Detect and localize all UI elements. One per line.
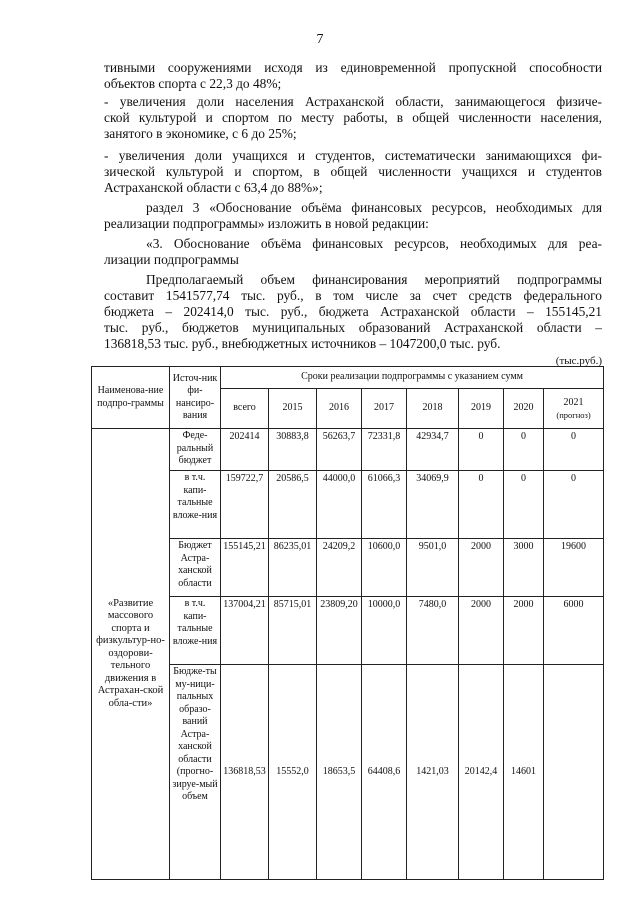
value-cell: 20142,4 — [459, 665, 504, 880]
text-line: Предполагаемый объем финансирования мероприятий подпрограммы — [146, 272, 602, 287]
value-cell: 7480,0 — [407, 597, 459, 665]
value-cell: 3000 — [504, 539, 544, 597]
value-cell: 0 — [504, 471, 544, 539]
value-cell: 34069,9 — [407, 471, 459, 539]
value-cell: 155145,21 — [221, 539, 269, 597]
value-cell: 23809,20 — [317, 597, 362, 665]
value-cell: 20586,5 — [269, 471, 317, 539]
program-name: «Развитие массового спорта и физкультур-но-оздорови-тельного движения в Астрахан-ской обла-сти» — [92, 429, 170, 880]
header-name: Наименова-ние подпро-граммы — [92, 367, 170, 429]
value-cell: 85715,01 — [269, 597, 317, 665]
text-line: лизации подпрограммы — [104, 252, 239, 267]
value-cell: 0 — [459, 471, 504, 539]
text-line: раздел 3 «Обоснование объёма финансовых ресурсов, необходимых для — [146, 200, 602, 215]
unit-label: (тыс.руб.) — [555, 355, 602, 367]
text-line: объектов спорта с 22,3 до 48%; — [104, 76, 282, 91]
source-cell: в т.ч. капи-тальные вложе-ния — [170, 597, 221, 665]
value-cell: 64408,6 — [362, 665, 407, 880]
value-cell: 137004,21 — [221, 597, 269, 665]
value-cell: 0 — [459, 429, 504, 471]
forecast-label: (прогноз) — [556, 409, 591, 420]
col-year: 2016 — [317, 389, 362, 429]
text-line: занятого в экономике, с 6 до 25%; — [104, 126, 297, 141]
col-total: всего — [221, 389, 269, 429]
header-terms: Сроки реализации подпрограммы с указанием сумм — [221, 367, 604, 389]
value-cell: 56263,7 — [317, 429, 362, 471]
value-cell: 6000 — [544, 597, 604, 665]
value-cell: 136818,53 — [221, 665, 269, 880]
value-cell: 14601 — [504, 665, 544, 880]
value-cell: 42934,7 — [407, 429, 459, 471]
text-line: 136818,53 тыс. руб., внебюджетных источников – 1047200,0 тыс. руб. — [104, 336, 501, 351]
source-cell: в т.ч. капи-тальные вложе-ния — [170, 471, 221, 539]
header-source: Источ-ник фи-нансиро-вания — [170, 367, 221, 429]
source-cell: Бюджет Астра-ханской области — [170, 539, 221, 597]
text-line: тивными сооружениями исходя из единовременной пропускной способности — [104, 60, 602, 75]
text-line: составит 1541577,74 тыс. руб., в том числе за счет средств федерального — [104, 288, 602, 303]
value-cell: 2000 — [459, 597, 504, 665]
text-line: зической культурой и спортом, в общей численности учащихся и студентов — [104, 164, 602, 179]
value-cell: 0 — [544, 471, 604, 539]
value-cell: 24209,2 — [317, 539, 362, 597]
value-cell: 10000,0 — [362, 597, 407, 665]
value-cell: 202414 — [221, 429, 269, 471]
text-line: ской культурой и спортом по месту работы, в общей численности населения, — [104, 110, 602, 125]
value-cell: 1421,03 — [407, 665, 459, 880]
financing-table — [91, 366, 604, 880]
table-row — [92, 429, 604, 471]
source-cell: Бюдже-ты му-ници-пальных образо-ваний Астра-ханской области (прогно-зируе-мый объем — [170, 665, 221, 880]
col-year: 2020 — [504, 389, 544, 429]
value-cell: 10600,0 — [362, 539, 407, 597]
value-cell: 18653,5 — [317, 665, 362, 880]
source-cell: Феде-ральный бюджет — [170, 429, 221, 471]
col-year: 2019 — [459, 389, 504, 429]
value-cell: 19600 — [544, 539, 604, 597]
col-year: 2018 — [407, 389, 459, 429]
value-cell: 2000 — [459, 539, 504, 597]
text-line: реализации подпрограммы» изложить в новой редакции: — [104, 216, 429, 231]
text-line: бюджета – 202414,0 тыс. руб., бюджета Астраханской области – 155145,21 — [104, 304, 602, 319]
text-line: «3. Обоснование объёма финансовых ресурсов, необходимых для реа- — [146, 236, 602, 251]
col-year-2021: 2021 — [563, 397, 584, 409]
col-year-forecast — [544, 389, 604, 429]
text-line: Астраханской области с 63,4 до 88%»; — [104, 180, 323, 195]
col-year: 2015 — [269, 389, 317, 429]
text-line: - увеличения доли учащихся и студентов, систематически занимающихся фи- — [104, 148, 602, 163]
col-year: 2017 — [362, 389, 407, 429]
value-cell: 86235,01 — [269, 539, 317, 597]
value-cell: 30883,8 — [269, 429, 317, 471]
value-cell: 159722,7 — [221, 471, 269, 539]
page-number: 7 — [316, 32, 324, 47]
value-cell: 15552,0 — [269, 665, 317, 880]
value-cell: 9501,0 — [407, 539, 459, 597]
value-cell: 61066,3 — [362, 471, 407, 539]
value-cell — [544, 665, 604, 880]
value-cell: 0 — [504, 429, 544, 471]
value-cell: 2000 — [504, 597, 544, 665]
value-cell: 0 — [544, 429, 604, 471]
value-cell: 72331,8 — [362, 429, 407, 471]
text-line: - увеличения доли населения Астраханской области, занимающегося физиче- — [104, 94, 602, 109]
value-cell: 44000,0 — [317, 471, 362, 539]
text-line: тыс. руб., бюджетов муниципальных образований Астраханской области – — [104, 320, 602, 335]
